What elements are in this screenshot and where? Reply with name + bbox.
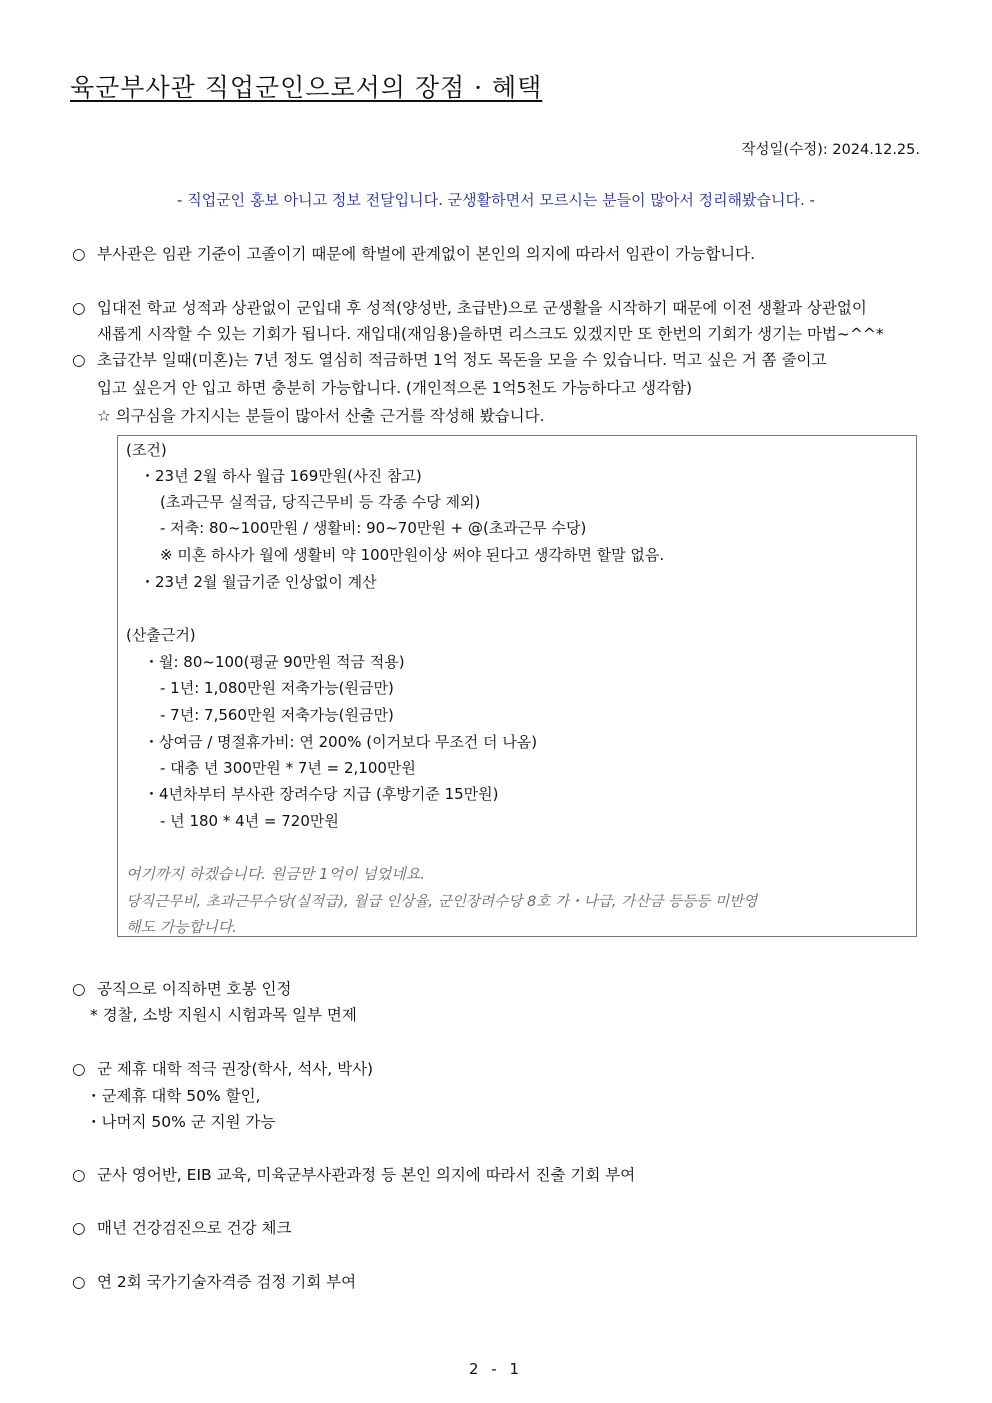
point-6-text: 군사 영어반, EIB 교육, 미육군부사관과정 등 본인 의지에 따라서 진출 기회 부여	[97, 1166, 636, 1184]
point-5-text: 군 제휴 대학 적극 권장(학사, 석사, 박사)	[97, 1060, 374, 1078]
circle-bullet-icon: ○	[72, 1273, 86, 1291]
point-2-line-2: 새롭게 시작할 수 있는 기회가 됩니다. 재입대(재임용)을하면 리스크도 있겠지만 또 한번의 기회가 생기는 마법~^^*	[97, 325, 884, 343]
circle-bullet-icon: ○	[72, 351, 86, 369]
handwritten-note: 여기까지 하겠습니다. 원금만 1억이 넘었네요.	[126, 865, 425, 883]
calculation-item: - 1년: 1,080만원 저축가능(원금만)	[160, 679, 394, 697]
calculation-item: - 년 180 * 4년 = 720만원	[160, 812, 339, 830]
point-4	[72, 977, 291, 999]
calculation-item: - 7년: 7,560만원 저축가능(원금만)	[160, 706, 394, 724]
point-8	[72, 1270, 356, 1292]
point-3-line-1: 초급간부 일때(미혼)는 7년 정도 열심히 적금하면 1억 정도 목돈을 모을 수 있습니다. 먹고 싶은 거 쫌 줄이고	[97, 351, 827, 369]
point-5	[72, 1057, 373, 1079]
point-1	[72, 242, 755, 264]
circle-bullet-icon: ○	[72, 1060, 86, 1078]
circle-bullet-icon: ○	[72, 299, 86, 317]
calculation-item: - 대충 년 300만원 * 7년 = 2,100만원	[160, 759, 416, 777]
point-8-text: 연 2회 국가기술자격증 검정 기회 부여	[97, 1273, 357, 1291]
circle-bullet-icon: ○	[72, 245, 86, 263]
page-number: 2 - 1	[468, 1360, 524, 1378]
point-4-text: 공직으로 이직하면 호봉 인정	[97, 980, 292, 998]
handwritten-note: 해도 가능합니다.	[126, 918, 237, 936]
condition-item: ・23년 2월 월급기준 인상없이 계산	[140, 573, 377, 591]
calculation-title: (산출근거)	[126, 626, 196, 644]
document-title: 육군부사관 직업군인으로서의 장점 · 혜택	[70, 73, 543, 102]
point-7-text: 매년 건강검진으로 건강 체크	[97, 1219, 292, 1237]
point-4-sub: * 경찰, 소방 지원시 시험과목 일부 면제	[90, 1006, 357, 1024]
point-2	[72, 296, 867, 318]
written-date: 작성일(수정): 2024.12.25.	[741, 142, 920, 158]
condition-note: ※ 미혼 하사가 월에 생활비 약 100만원이상 써야 된다고 생각하면 할말 없음.	[160, 546, 665, 564]
handwritten-note: 당직근무비, 초과근무수당(실적급), 월급 인상율, 군인장려수당 8호 가・나급, 가산금 등등등 미반영	[126, 893, 758, 910]
calculation-box	[117, 435, 917, 937]
point-2-line-1: 입대전 학교 성적과 상관없이 군입대 후 성적(양성반, 초급반)으로 군생활을 시작하기 때문에 이전 생활과 상관없이	[97, 299, 867, 317]
point-3-line-2: 입고 싶은거 안 입고 하면 충분히 가능합니다. (개인적으론 1억5천도 가능하다고 생각함)	[97, 379, 693, 397]
point-3-star-note: ☆ 의구심을 가지시는 분들이 많아서 산출 근거를 작성해 봤습니다.	[97, 407, 545, 425]
condition-item: ・23년 2월 하사 월급 169만원(사진 참고)	[140, 467, 422, 485]
condition-item: - 저축: 80~100만원 / 생활비: 90~70만원 + @(초과근무 수당)	[160, 519, 587, 537]
calculation-item: ・월: 80~100(평균 90만원 적금 적용)	[144, 653, 405, 671]
condition-item: (초과근무 실적급, 당직근무비 등 각종 수당 제외)	[160, 493, 481, 511]
point-1-text: 부사관은 임관 기준이 고졸이기 때문에 학벌에 관계없이 본인의 의지에 따라서 임관이 가능합니다.	[97, 245, 756, 263]
point-5-sub: ・나머지 50% 군 지원 가능	[86, 1113, 276, 1131]
calculation-item: ・4년차부터 부사관 장려수당 지급 (후방기준 15만원)	[144, 785, 499, 803]
condition-title: (조건)	[126, 441, 167, 459]
circle-bullet-icon: ○	[72, 980, 86, 998]
point-5-sub: ・군제휴 대학 50% 할인,	[86, 1087, 261, 1105]
circle-bullet-icon: ○	[72, 1166, 86, 1184]
point-7	[72, 1216, 291, 1238]
calculation-item: ・상여금 / 명절휴가비: 연 200% (이거보다 무조건 더 나옴)	[144, 733, 538, 751]
notice-line: - 직업군인 홍보 아니고 정보 전달입니다. 군생활하면서 모르시는 분들이 많아서 정리해봤습니다. -	[177, 191, 815, 209]
point-6	[72, 1163, 635, 1185]
point-3	[72, 348, 826, 370]
circle-bullet-icon: ○	[72, 1219, 86, 1237]
